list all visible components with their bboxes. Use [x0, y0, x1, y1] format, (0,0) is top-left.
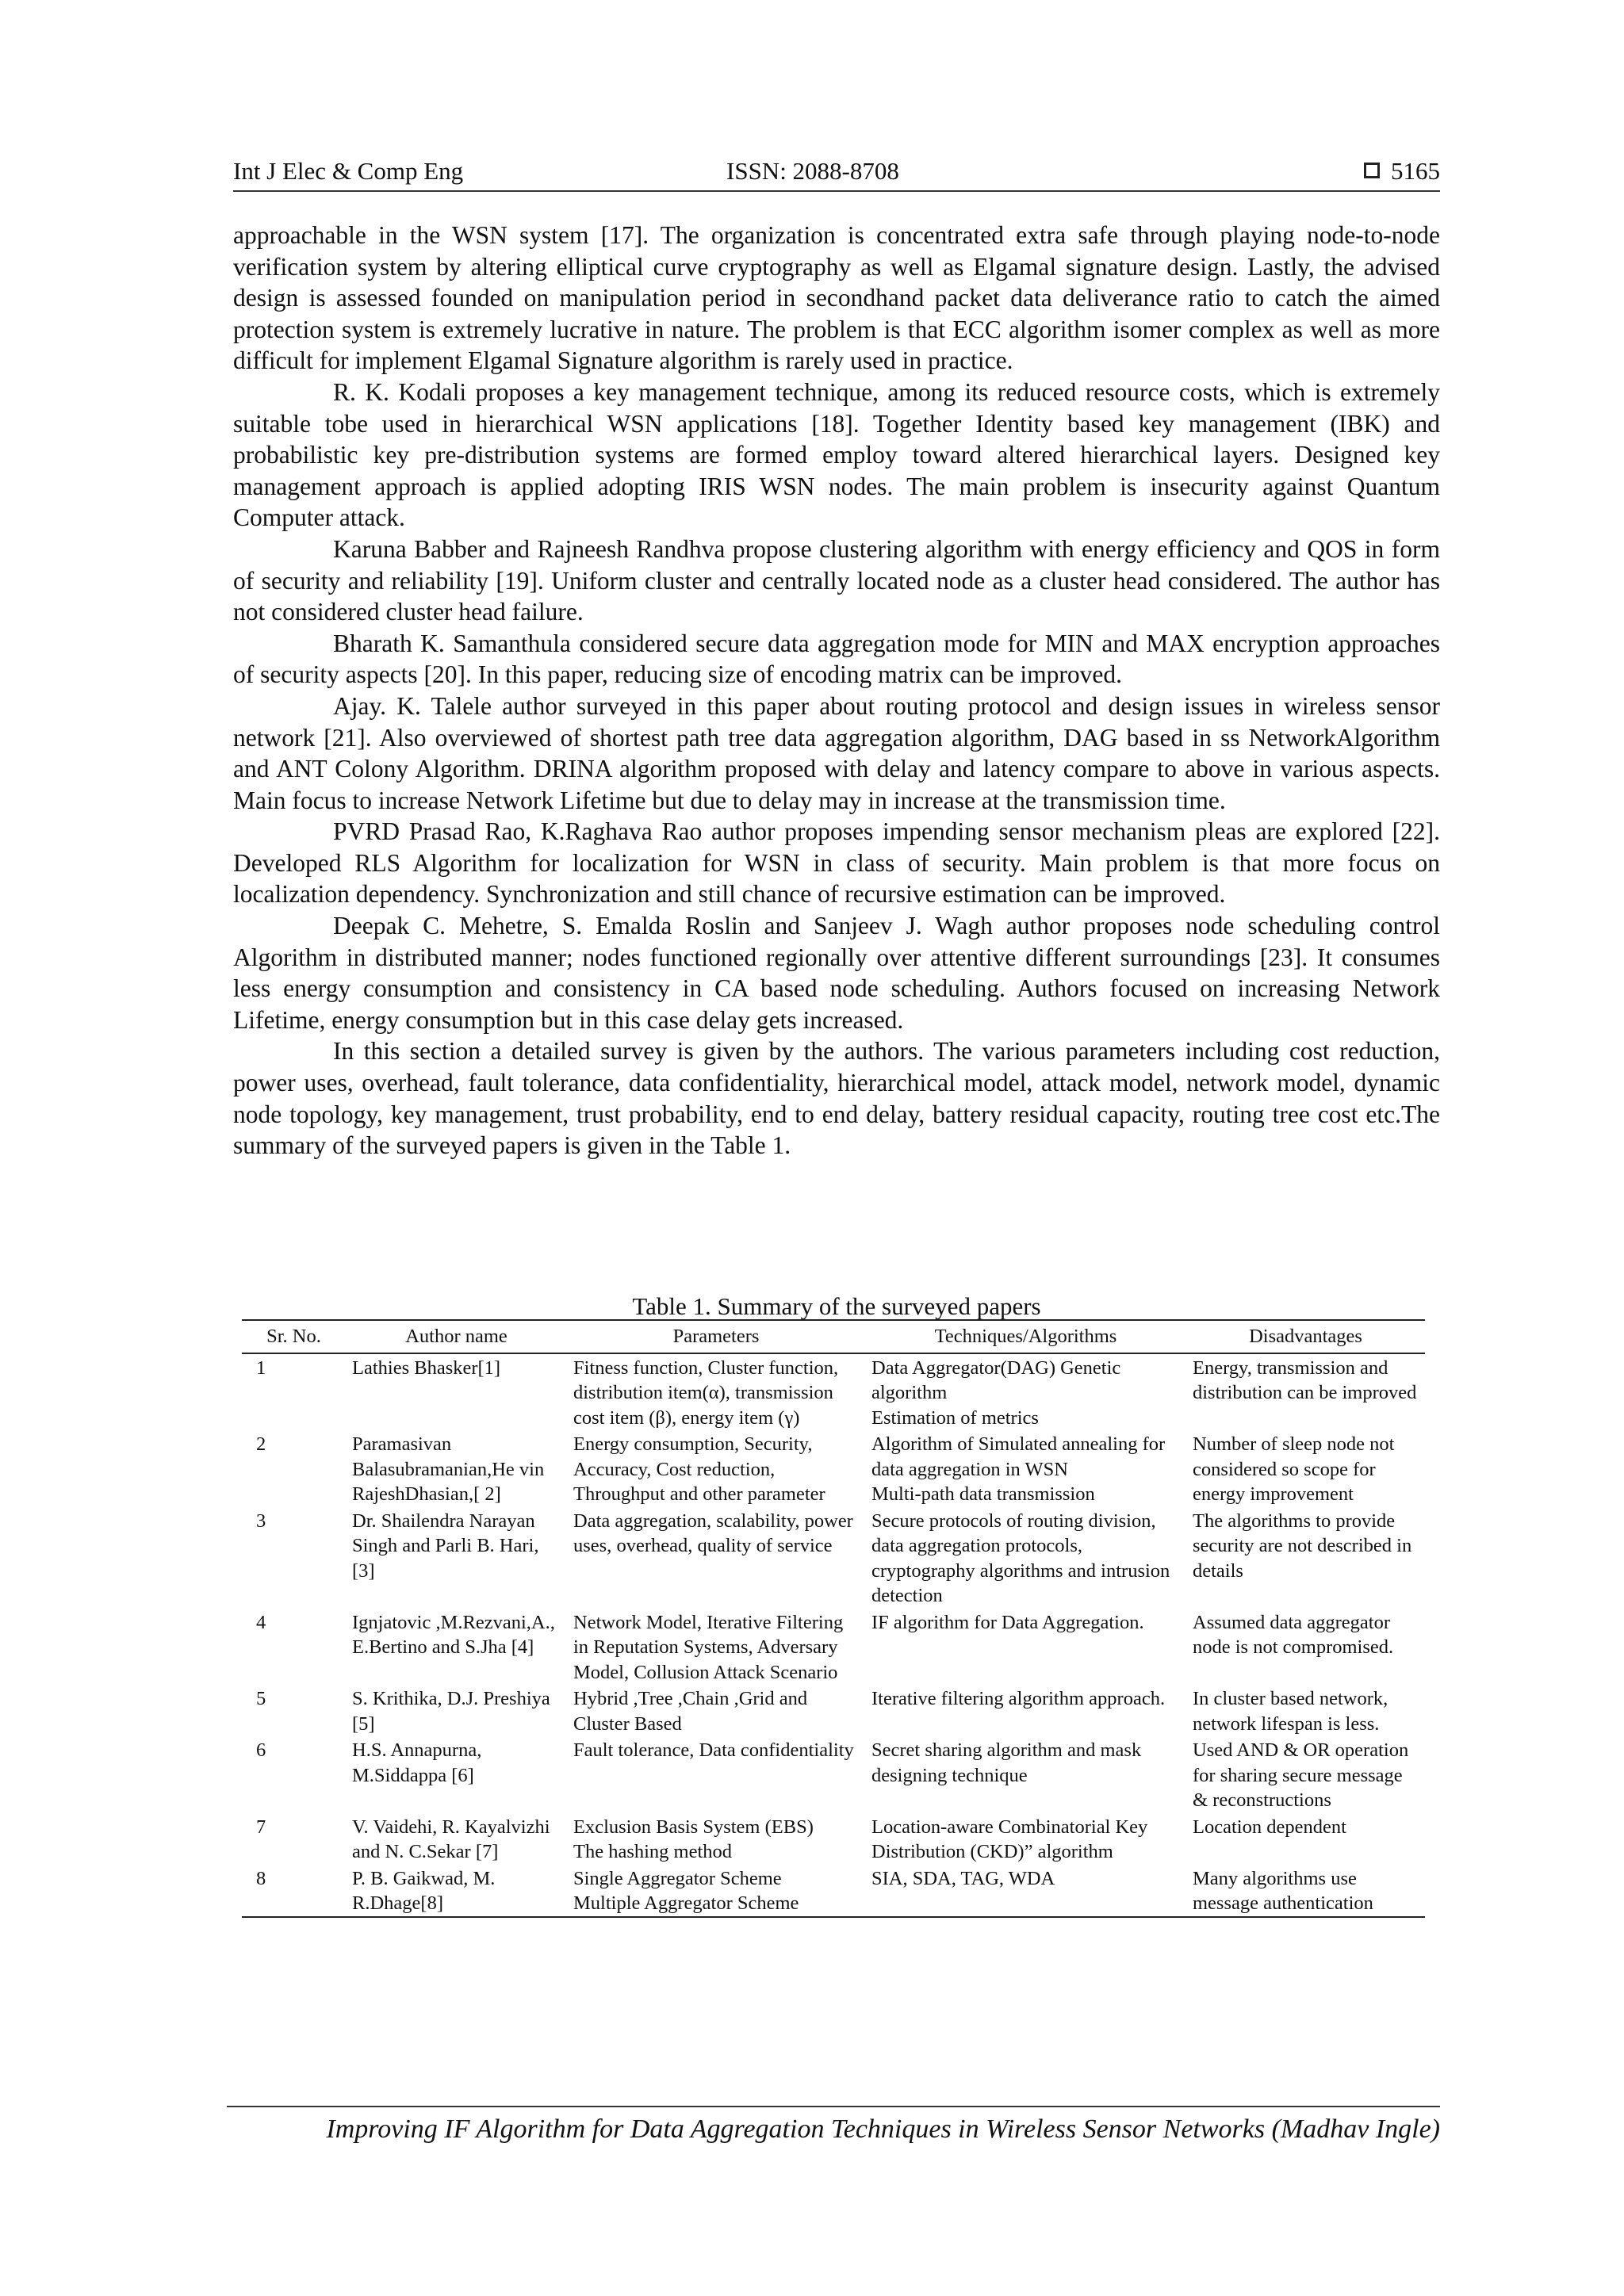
cell-techniques: Secure protocols of routing division, data aggregation protocols, cryptography algorithms and intrusion detection [871, 1510, 1170, 1606]
cell-disadvantages: Used AND & OR operation for sharing secure message & reconstructions [1193, 1739, 1409, 1811]
page-number: 5165 [1391, 157, 1440, 185]
cell-author-name: S. Krithika, D.J. Preshiya [5] [352, 1688, 550, 1735]
journal-name: Int J Elec & Comp Eng [233, 157, 464, 185]
paragraph: Ajay. K. Talele author surveyed in this paper about routing protocol and design issues in wireless sensor network [21]. Also overviewed of shortest path tree data aggregation algorithm, DAG based in ss NetworkAlgorithm and ANT Colony Algorithm. DRINA algorithm proposed with delay and latency compare to above in various aspects. Main focus to increase Network Lifetime but due to delay may in increase at the transmission time. [233, 691, 1440, 814]
table-caption: Table 1. Summary of the surveyed papers [632, 1292, 1041, 1320]
cell-disadvantages: In cluster based network, network lifespan is less. [1193, 1688, 1388, 1735]
cell-parameters: Hybrid ,Tree ,Chain ,Grid and Cluster Based [573, 1688, 808, 1735]
cell-techniques: SIA, SDA, TAG, WDA [865, 1865, 1186, 1917]
cell-sr-no: 5 [256, 1688, 266, 1709]
table-row [242, 1685, 1425, 1736]
cell-techniques: Location-aware Combinatorial Key Distribution (CKD)” algorithm [871, 1816, 1148, 1862]
cell-parameters: Exclusion Basis System (EBS) The hashing method [573, 1816, 814, 1862]
running-footer: Improving IF Algorithm for Data Aggregation Techniques in Wireless Sensor Networks (Madhav Ingle) [326, 2114, 1440, 2144]
cell-author-name: H.S. Annapurna, M.Siddappa [6] [352, 1739, 482, 1786]
issn: ISSN: 2088-8708 [726, 157, 899, 185]
paragraph: Karuna Babber and Rajneesh Randhva propose clustering algorithm with energy efficiency and QOS in form of security and reliability [19]. Uniform cluster and centrally located node as a cluster head considered. The author has not considered cluster head failure. [233, 534, 1440, 626]
table-row [242, 1813, 1425, 1865]
cell-author-name: Dr. Shailendra Narayan Singh and Parli B. Hari, [3] [352, 1510, 539, 1582]
cell-author-name: Paramasivan Balasubramanian,He vin RajeshDhasian,[ 2] [352, 1433, 545, 1505]
square-outline-icon [1364, 163, 1380, 178]
paragraph: In this section a detailed survey is given by the authors. The various parameters including cost reduction, power uses, overhead, fault tolerance, data confidentiality, hierarchical model, attack model, network model, dynamic node topology, key management, trust probability, end to end delay, battery residual capacity, routing tree cost etc.The summary of the surveyed papers is given in the Table 1. [233, 1037, 1440, 1160]
cell-disadvantages: The algorithms to provide security are not described in details [1193, 1510, 1412, 1582]
table-row [242, 1865, 1425, 1917]
paragraph: approachable in the WSN system [17]. The organization is concentrated extra safe through playing node-to-node verification system by altering elliptical curve cryptography as well as Elgamal signature design. Lastly, the advised design is assessed founded on manipulation period in secondhand packet data deliverance ratio to catch the aimed protection system is extremely lucrative in nature. The problem is that ECC algorithm isomer complex as well as more difficult for implement Elgamal Signature algorithm is rarely used in practice. [233, 221, 1440, 375]
table-row [242, 1353, 1425, 1431]
footer-rule [227, 2106, 1440, 2107]
cell-techniques: Data Aggregator(DAG) Genetic algorithm Estimation of metrics [871, 1357, 1121, 1429]
cell-author-name: P. B. Gaikwad, M. R.Dhage[8] [346, 1865, 567, 1917]
table-row [242, 1507, 1425, 1609]
cell-techniques: Algorithm of Simulated annealing for data aggregation in WSN Multi-path data transmission [871, 1433, 1166, 1505]
body-text [233, 220, 1440, 1161]
header-cell-techniques: Techniques/Algorithms [865, 1320, 1186, 1353]
cell-parameters: Data aggregation, scalability, power uses, overhead, quality of service [573, 1510, 853, 1556]
summary-table [242, 1319, 1425, 1918]
cell-disadvantages: Many algorithms use message authentication [1186, 1865, 1425, 1917]
header-cell-author-name: Author name [346, 1320, 567, 1353]
cell-sr-no: 4 [256, 1611, 266, 1633]
cell-author-name: Ignjatovic ,M.Rezvani,A., E.Bertino and S.Jha [4] [352, 1611, 555, 1658]
paragraph: Deepak C. Mehetre, S. Emalda Roslin and Sanjeev J. Wagh author proposes node scheduling control Algorithm in distributed manner; nodes functioned regionally over attentive different surroundings [23]. It consumes less energy consumption and consistency in CA based node scheduling. Authors focused on increasing Network Lifetime, energy consumption but in this case delay gets increased. [233, 912, 1440, 1034]
cell-sr-no: 8 [242, 1865, 346, 1917]
cell-techniques: Secret sharing algorithm and mask designing technique [871, 1739, 1142, 1786]
cell-parameters: Single Aggregator Scheme Multiple Aggregator Scheme [567, 1865, 865, 1917]
cell-sr-no: 6 [256, 1739, 266, 1761]
header-cell-sr-no: Sr. No. [242, 1320, 346, 1353]
table-header-row [242, 1320, 1425, 1353]
paragraph: R. K. Kodali proposes a key management technique, among its reduced resource costs, which is extremely suitable tobe used in hierarchical WSN applications [18]. Together Identity based key management (IBK) and probabilistic key pre-distribution systems are formed employ toward altered hierarchical layers. Designed key management approach is applied adopting IRIS WSN nodes. The main problem is insecurity against Quantum Computer attack. [233, 377, 1440, 532]
table-body [242, 1353, 1425, 1917]
cell-disadvantages: Number of sleep node not considered so scope for energy improvement [1193, 1433, 1395, 1505]
paragraph: Bharath K. Samanthula considered secure data aggregation mode for MIN and MAX encryption approaches of security aspects [20]. In this paper, reducing size of encoding matrix can be improved. [233, 629, 1440, 689]
cell-parameters: Fault tolerance, Data confidentiality [573, 1739, 854, 1761]
cell-author-name: Lathies Bhasker[1] [352, 1357, 501, 1379]
cell-parameters: Fitness function, Cluster function, distribution item(α), transmission cost item (β), energy item (γ) [573, 1357, 839, 1429]
cell-sr-no: 2 [256, 1433, 266, 1455]
cell-disadvantages: Energy, transmission and distribution can be improved [1193, 1357, 1417, 1403]
cell-parameters: Network Model, Iterative Filtering in Reputation Systems, Adversary Model, Collusion Attack Scenario [573, 1611, 844, 1683]
cell-disadvantages: Location dependent [1193, 1816, 1346, 1838]
paragraph: PVRD Prasad Rao, K.Raghava Rao author proposes impending sensor mechanism pleas are explored [22]. Developed RLS Algorithm for localization for WSN in class of security. Main problem is that more focus on localization dependency. Synchronization and still chance of recursive estimation can be improved. [233, 817, 1440, 909]
table-row [242, 1736, 1425, 1813]
cell-sr-no: 1 [256, 1357, 266, 1379]
cell-techniques: Iterative filtering algorithm approach. [871, 1688, 1166, 1709]
cell-parameters: Energy consumption, Security, Accuracy, Cost reduction, Throughput and other parameter [573, 1433, 825, 1505]
cell-techniques: IF algorithm for Data Aggregation. [871, 1611, 1144, 1633]
header-cell-disadvantages: Disadvantages [1186, 1320, 1425, 1353]
cell-disadvantages: Assumed data aggregator node is not compromised. [1193, 1611, 1394, 1658]
cell-author-name: V. Vaidehi, R. Kayalvizhi and N. C.Sekar [7] [352, 1816, 550, 1862]
running-header [233, 155, 1440, 192]
cell-sr-no: 3 [256, 1510, 266, 1532]
table-row [242, 1609, 1425, 1686]
header-cell-parameters: Parameters [567, 1320, 865, 1353]
cell-sr-no: 7 [256, 1816, 266, 1838]
table-row [242, 1430, 1425, 1507]
